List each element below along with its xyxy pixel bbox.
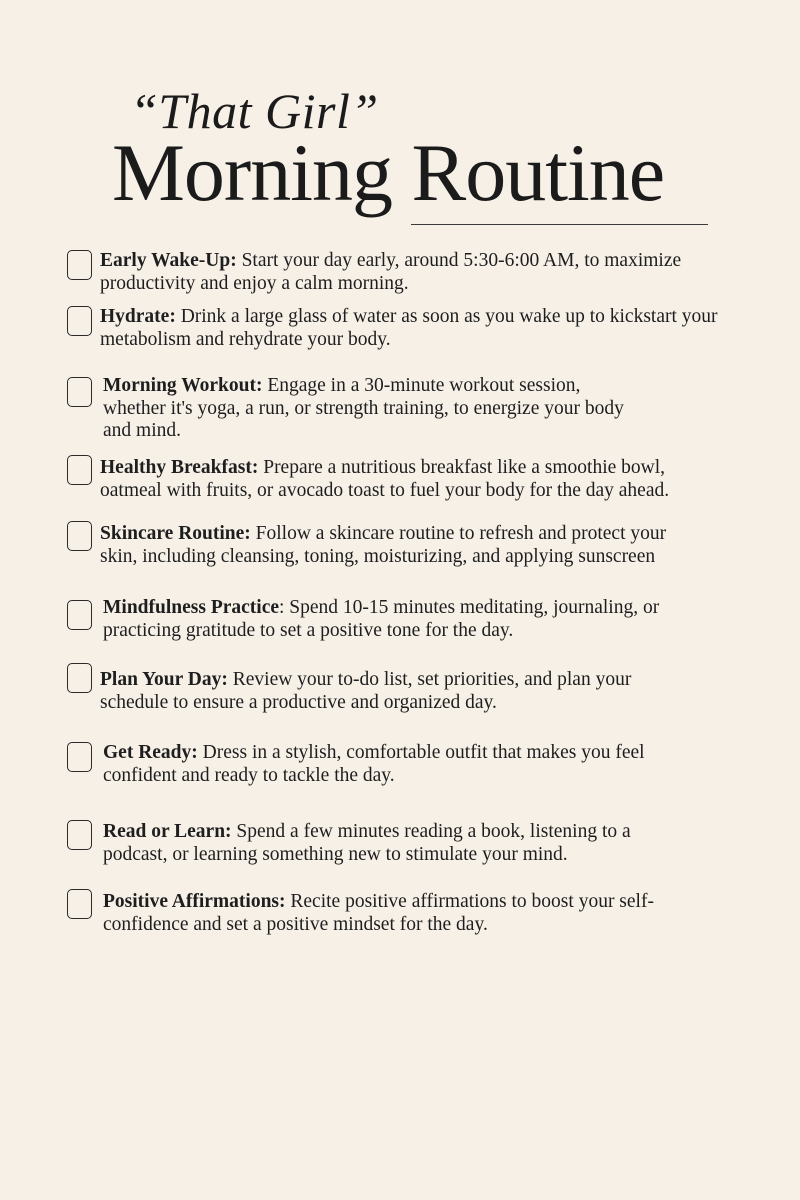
item-label: Mindfulness Practice [103,597,280,618]
checkbox[interactable] [67,455,92,485]
item-label: Hydrate: [100,306,176,327]
item-label: Early Wake-Up: [100,250,237,271]
item-description: Spend a few minutes reading a book, listening to a podcast, or learning something new to stimulate your mind. [103,821,631,865]
checkbox[interactable] [67,742,92,772]
item-description: : Spend 10-15 minutes meditating, journaling, or practicing gratitude to set a positive tone for the day. [103,597,660,641]
item-label: Read or Learn: [103,821,232,842]
checkbox[interactable] [67,377,92,407]
item-description: Dress in a stylish, comfortable outfit that makes you feel confident and ready to tackle the day. [103,742,645,786]
item-description: Start your day early, around 5:30-6:00 AM, to maximize productivity and enjoy a calm morning. [100,250,682,294]
item-description: Follow a skincare routine to refresh and protect your skin, including cleansing, toning, moisturizing, and applying sunscreen [100,523,667,567]
title-underline [411,224,708,225]
checkbox[interactable] [67,521,92,551]
item-label: Positive Affirmations: [103,891,286,912]
checkbox[interactable] [67,820,92,850]
header [0,0,800,240]
checkbox[interactable] [67,250,92,280]
item-label: Get Ready: [103,742,198,763]
page-title: Morning Routine [112,127,665,218]
item-description: Engage in a 30-minute workout session, whether it's yoga, a run, or strength training, to energize your body and mind. [103,375,624,441]
item-text [103,375,648,443]
item-label: Morning Workout: [103,375,263,396]
item-label: Plan Your Day: [100,669,228,690]
item-text [103,891,673,936]
item-description: Prepare a nutritious breakfast like a smoothie bowl, oatmeal with fruits, or avocado toast to fuel your body for the day ahead. [100,457,670,501]
item-text [103,821,688,866]
item-text [100,457,670,502]
item-text [103,597,663,642]
page-subtitle: “That Girl” [130,83,379,139]
checkbox[interactable] [67,600,92,630]
checkbox[interactable] [67,889,92,919]
checkbox[interactable] [67,306,92,336]
item-description: Review your to-do list, set priorities, and plan your schedule to ensure a productive and organized day. [100,669,632,713]
item-text [100,306,750,351]
item-description: Recite positive affirmations to boost your self-confidence and set a positive mindset for the day. [103,891,654,935]
checkbox[interactable] [67,663,92,693]
item-description: Drink a large glass of water as soon as you wake up to kickstart your metabolism and rehydrate your body. [100,306,718,350]
item-text [100,250,740,295]
item-label: Healthy Breakfast: [100,457,259,478]
item-label: Skincare Routine: [100,523,251,544]
item-text [100,523,668,568]
item-text [103,742,668,787]
item-text [100,669,655,714]
